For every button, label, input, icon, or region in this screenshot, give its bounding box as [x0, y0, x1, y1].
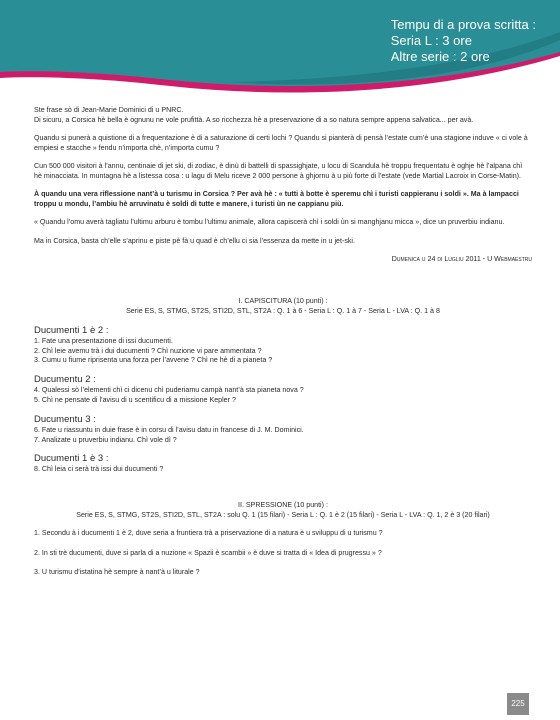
question: 2. In sti trè ducumenti, duve si parla di a nuzione « Spazii è scambii » è duve si tratta di « Idea di prugressu » ?	[34, 548, 382, 557]
section-2-title: II. SPRESSIONE (10 punti) :	[238, 501, 328, 510]
question: 1. Secondu à i ducumenti 1 è 2, duve seria a fruntiera trà a priservazione di a natura è u sviluppu di u turismu ?	[34, 528, 383, 537]
question: 3. Cumu u fiume riprisenta una forza per l’avvene ? Chì ne hè di a pianeta ?	[34, 356, 273, 365]
question: 7. Analizate u pruverbiu indianu. Chì vole dì ?	[34, 435, 177, 444]
question: 4. Qualessi sò l’elementi chì ci dicenu chì puderiamu campà nant’à sta pianeta nova ?	[34, 386, 304, 395]
group-heading: Ducumentu 2 :	[34, 374, 96, 386]
section-2-subtitle: Serie ES, S, STMG, ST2S, STI2D, STL, ST2A : solu Q. 1 (15 filari) - Seria L : Q. 1 è 2 (15 filari) - Seria L - LVA : Q. 1, 2 è 3 (20 filari)	[76, 511, 490, 520]
page-number: 225	[507, 693, 529, 715]
intro-title: Ste frase sò di Jean-Marie Dominici di u PNRC.	[34, 106, 184, 114]
signature: Dumenica u 24 di Lugliu 2011 - U Webmaestru	[391, 254, 532, 263]
document-body	[34, 106, 532, 587]
section-1-title: I. CAPISCITURA (10 punti) :	[238, 297, 328, 306]
question: 5. Chì ne pensate di l’avisu di u scentificu di a missione Kepler ?	[34, 396, 236, 405]
header-banner	[0, 0, 560, 110]
exam-time-title: Tempu di a prova scritta :	[390, 17, 536, 32]
other-series-duration: Altre serie : 2 ore	[390, 49, 490, 64]
question: 6. Fate u riassuntu in duie frase è in corsu di l’avisu datu in francese di J. M. Dominici.	[34, 425, 304, 434]
group-heading: Ducumenti 1 è 3 :	[34, 453, 109, 465]
section-1-subtitle: Serie ES, S, STMG, ST2S, STI2D, STL, ST2A : Q. 1 à 6 - Seria L : Q. 1 à 7 - Seria L - LVA : Q. 1 à 8	[126, 307, 440, 316]
question-group	[34, 325, 532, 366]
paragraph-2: Quandu si punerà a quistione di a frequentazione è di a saturazione di certi lochi ? Quandu si pianterà di pensà l’estate cum’è una stagione induve « ci vole à empiesi e stacche » fendu n’importa chè, n’importa cumu ?	[34, 134, 528, 152]
question: 3. U turismu d’istatina hè sempre à nant’à u liturale ?	[34, 568, 200, 577]
question-group	[34, 374, 532, 406]
paragraph-5: « Quandu l’omu averà tagliatu l’ultimu arburu è tombu l’ultimu animale, allora capiscerà chì i soldi ùn si manghjanu micca », dice un pruverbiu indianu.	[34, 218, 505, 227]
question: 2. Chì leie avemu trà i dui ducumenti ? Chì nuzione vi pare ammentata ?	[34, 346, 262, 355]
question: 1. Fate una presentazione di issi ducumenti.	[34, 336, 173, 345]
paragraph-6: Ma in Corsica, basta ch’elle s’aprinu e piste pè fà u quad è ch’ellu ci sia l’essenza da mette in u jet-ski.	[34, 236, 355, 245]
exam-duration	[391, 17, 536, 65]
group-heading: Ducumentu 3 :	[34, 413, 96, 425]
group-heading: Ducumenti 1 è 2 :	[34, 324, 109, 336]
question-group	[34, 453, 532, 475]
question: 8. Chì leia ci serà trà issi dui ducumenti ?	[34, 465, 164, 474]
paragraph-3: Cun 500 000 visitori à l’annu, centinaie di jet ski, di zodiac, è dinù di battelli di spassighjate, u locu di Scandula hè troppu frequentatu è oghje hè l’alpana chì hè minacciata. In muntagna hè a listessa cosa : u lagu di Melu riceve 2 000 persone à ghjornu à u più forte di l’estate (vede Martial Lacroix in Corse-Matin).	[34, 162, 523, 180]
series-l-duration: Seria L : 3 ore	[390, 33, 472, 48]
question-group	[34, 414, 532, 446]
paragraph-4: À quandu una vera riflessione nant’à u turismu in Corsica ? Per avà hè : « tutti à botte è speremu chì i turisti cappieranu i soldi ». Ma à lampacci troppu u mondu, l’ambiu hè arruvinatu è soldi di tutte e manere, i turisti ùn ne cappianu più.	[34, 190, 519, 209]
paragraph-1: Di sicuru, a Corsica hè bella è ognunu ne vole prufittà. A so ricchezza hè a preservazione di a so natura sempre appena salvatica... per avà.	[34, 115, 474, 124]
